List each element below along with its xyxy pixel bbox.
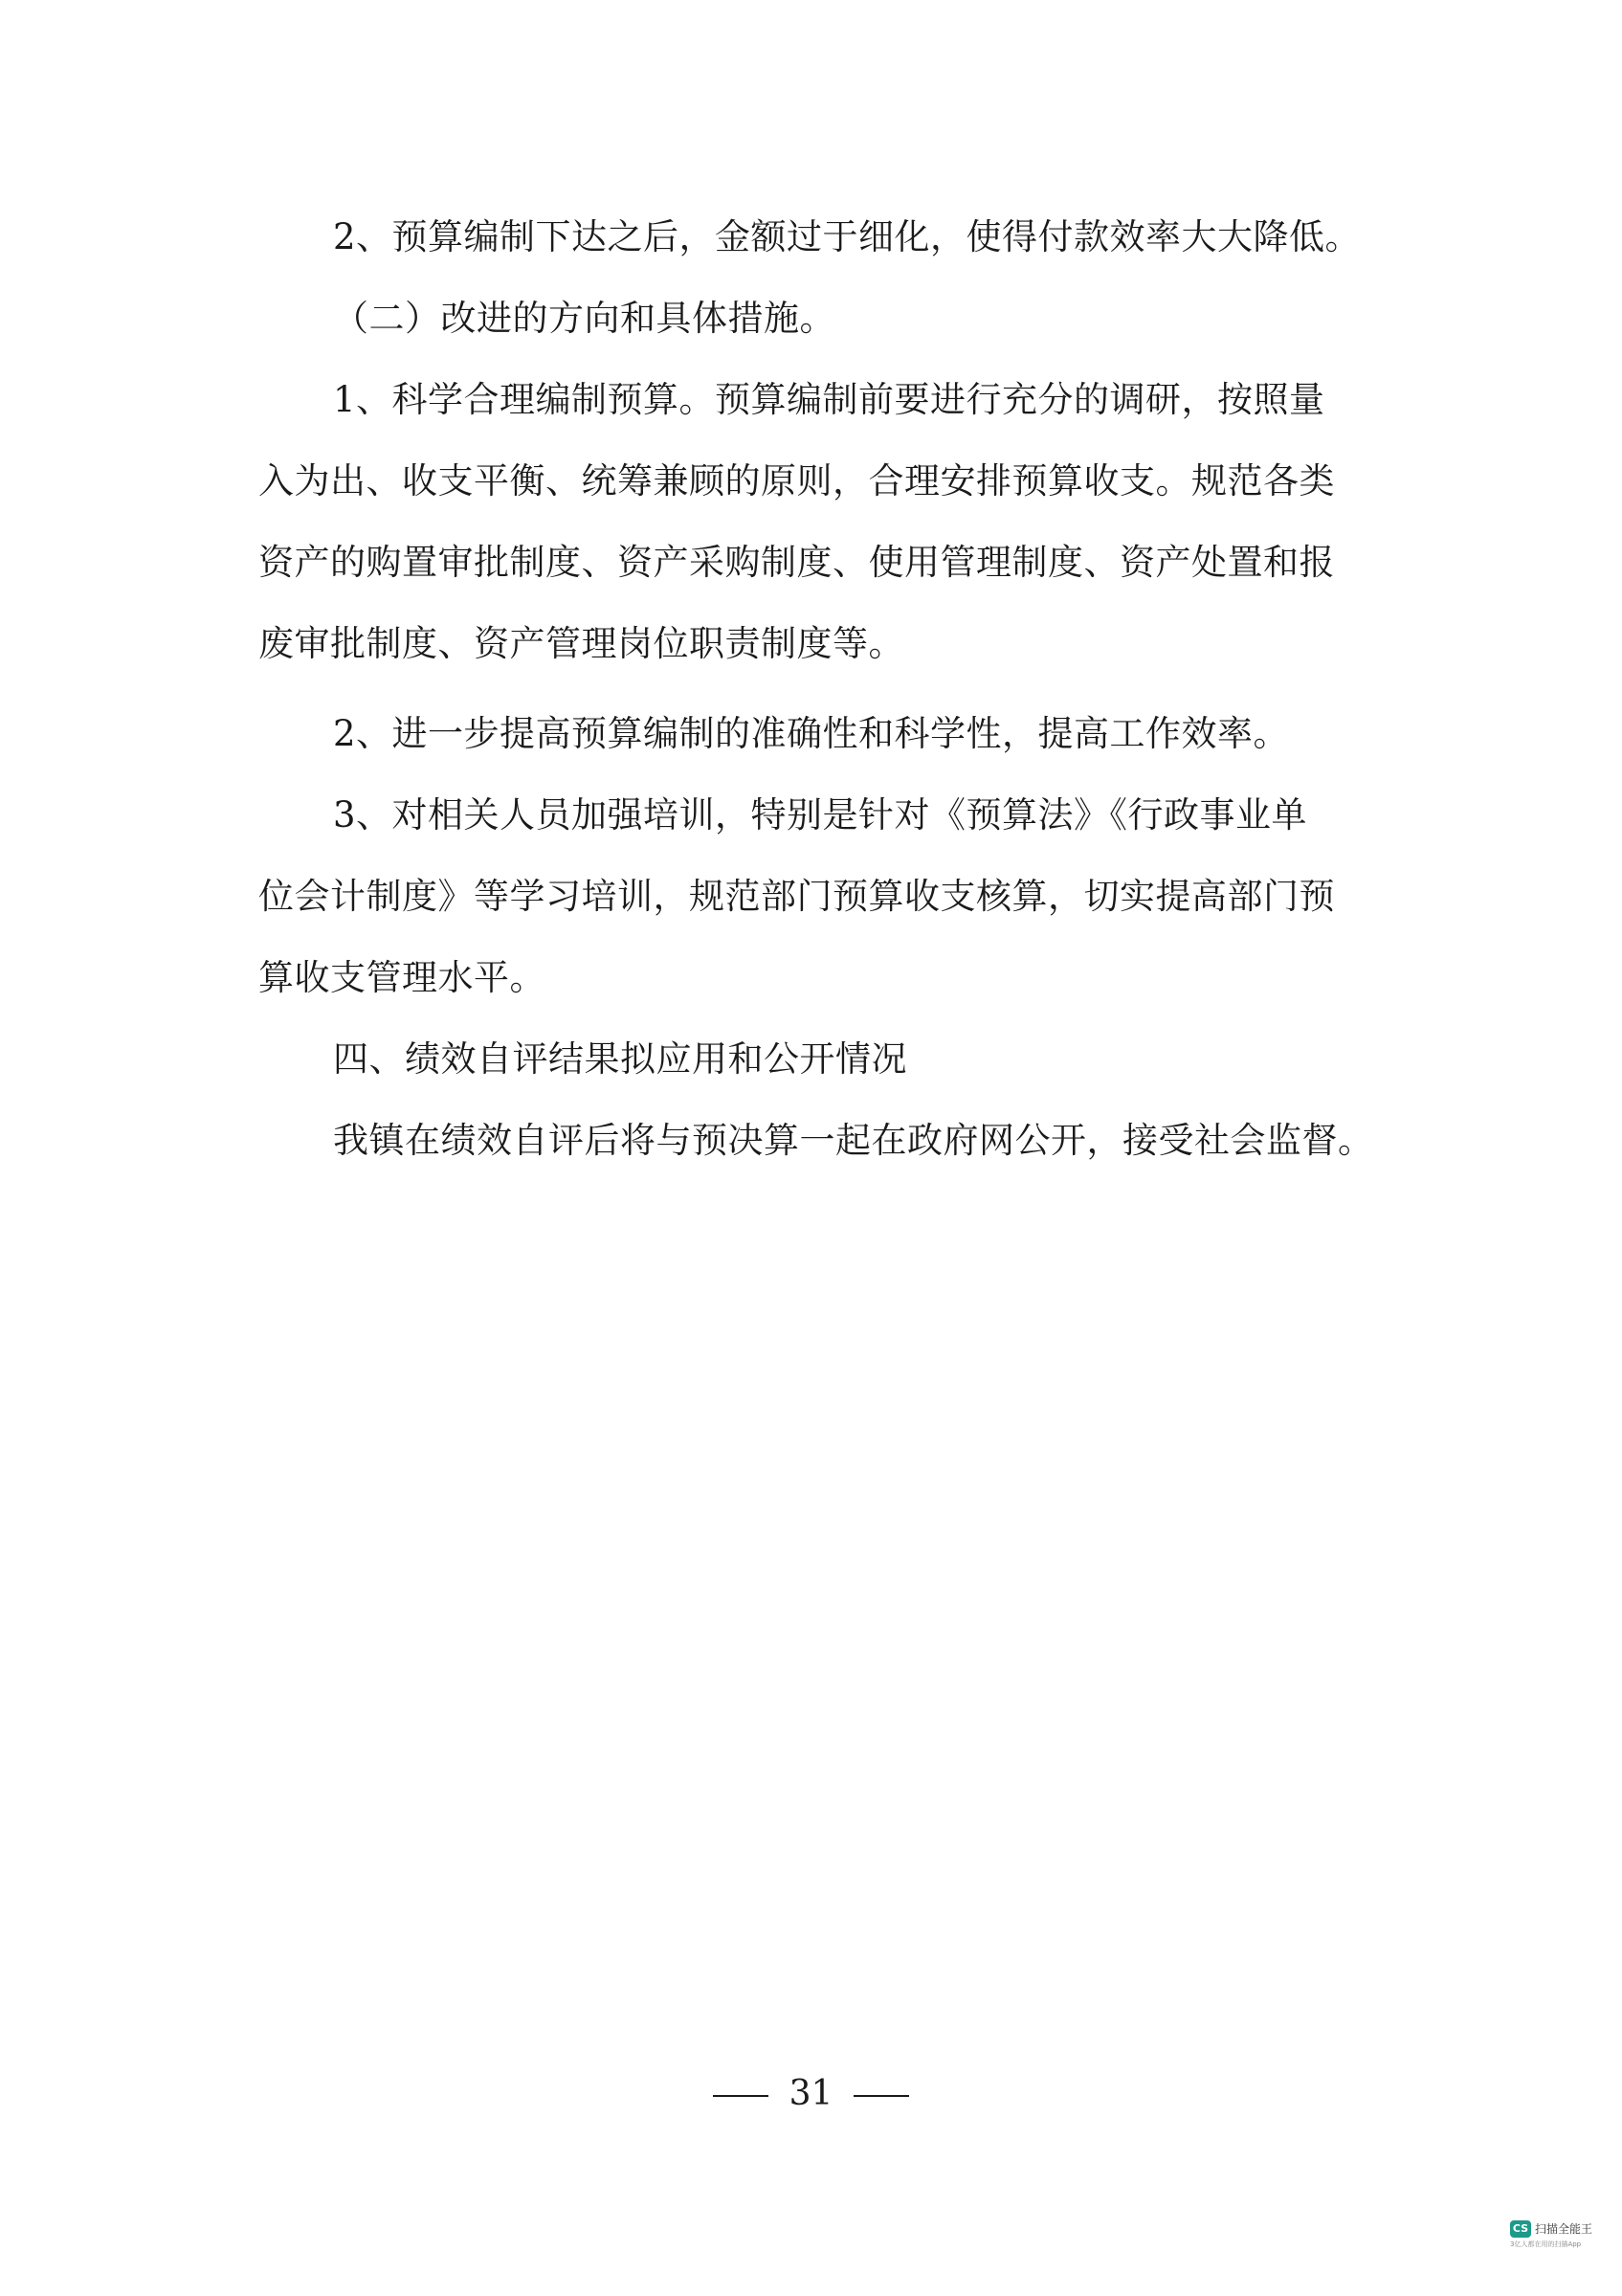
page-footer (0, 2071, 1622, 2117)
paragraph-line: 资产的购置审批制度、资产采购制度、使用管理制度、资产处置和报 (258, 542, 1335, 583)
paragraph-line: 算收支管理水平。 (258, 957, 545, 998)
section-heading: （二）改进的方向和具体措施。 (333, 298, 835, 339)
paragraph-line: 位会计制度》等学习培训，规范部门预算收支核算，切实提高部门预 (258, 876, 1335, 917)
paragraph-line: 入为出、收支平衡、统筹兼顾的原则，合理安排预算收支。规范各类 (258, 460, 1335, 502)
footer-dash-left (713, 2095, 768, 2097)
watermark-title: 扫描全能王 (1535, 2222, 1593, 2236)
scanner-watermark (1510, 2218, 1615, 2257)
paragraph-line: 我镇在绩效自评后将与预决算一起在政府网公开，接受社会监督。 (333, 1120, 1374, 1161)
page-number: 31 (789, 2074, 833, 2113)
paragraph-line: 2、进一步提高预算编制的准确性和科学性，提高工作效率。 (333, 713, 1290, 754)
paragraph-line: 2、预算编制下达之后，金额过于细化，使得付款效率大大降低。 (333, 216, 1362, 257)
paragraph-line: 1、科学合理编制预算。预算编制前要进行充分的调研，按照量 (333, 379, 1325, 420)
camscanner-logo-icon: CS (1510, 2220, 1531, 2238)
paragraph-line: 3、对相关人员加强培训，特别是针对《预算法》《行政事业单 (333, 794, 1308, 836)
paragraph-line: 废审批制度、资产管理岗位职责制度等。 (258, 623, 904, 664)
watermark-subtitle: 3亿人都在用的扫描App (1510, 2240, 1582, 2248)
section-heading: 四、绩效自评结果拟应用和公开情况 (333, 1038, 907, 1080)
footer-dash-right (854, 2095, 909, 2097)
